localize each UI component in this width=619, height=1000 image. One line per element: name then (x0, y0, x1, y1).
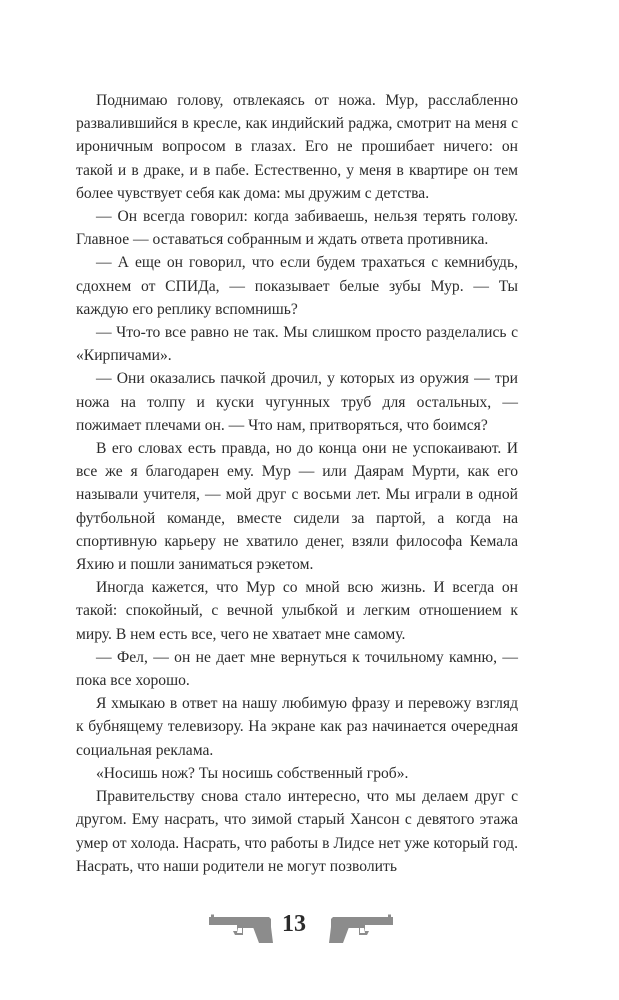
pistol-icon (329, 913, 395, 945)
page-number: 13 (282, 911, 306, 937)
paragraph: — А еще он говорил, что если будем трахаться с кемнибудь, сдохнем от СПИДа, — показывает белые зубы Мур. — Ты каждую его реплику вспомнишь? (76, 254, 518, 318)
paragraph: Поднимаю голову, отвлекаясь от ножа. Мур, расслабленно развалившийся в кресле, как индийский раджа, смотрит на меня с ироничным вопросом в глазах. Его не прошибает ничего: он такой и в драке, и в пабе. Естественно, у меня в квартире он тем более чувствует себя как дома: мы дружим с детства. (76, 92, 518, 202)
paragraph: Иногда кажется, что Мур со мной всю жизнь. И всегда он такой: спокойный, с вечной улыбкой и легким отношением к миру. В нем есть все, чего не хватает мне самому. (76, 579, 518, 643)
page-footer (0, 905, 619, 955)
book-page-text (76, 89, 518, 878)
paragraph: Я хмыкаю в ответ на нашу любимую фразу и перевожу взгляд к бубнящему телевизору. На экране как раз начинается очередная социальная реклама. (76, 695, 518, 759)
paragraph: — Фел, — он не дает мне вернуться к точильному камню, — пока все хорошо. (76, 648, 518, 690)
paragraph: В его словах есть правда, но до конца они не успокаивают. И все же я благодарен ему. Мур — или Даярам Мурти, как его называли учителя, — мой друг с восьми лет. Мы играли в одной футбольной команде, вместе сидели за партой, а когда на спортивную карьеру не хватило денег, взяли философа Кемала Яхию и пошли заниматься рэкетом. (76, 440, 518, 574)
paragraph: «Носишь нож? Ты носишь собственный гроб». (96, 764, 409, 782)
paragraph: — Он всегда говорил: когда забиваешь, нельзя терять голову. Главное — оставаться собранным и ждать ответа противника. (76, 208, 518, 249)
paragraph: Правительству снова стало интересно, что мы делаем друг с другом. Ему насрать, что зимой старый Хансон с девятого этажа умер от холода. Насрать, что работы в Лидсе нет уже который год. Насрать, что наши родители не могут позволить (76, 788, 518, 875)
paragraph: — Они оказались пачкой дрочил, у которых из оружия — три ножа на толпу и куски чугунных труб для остальных, — пожимает плечами он. — Что нам, притворяться, что боимся? (76, 370, 518, 434)
paragraph: — Что-то все равно не так. Мы слишком просто разделались с «Кирпичами». (76, 324, 518, 365)
